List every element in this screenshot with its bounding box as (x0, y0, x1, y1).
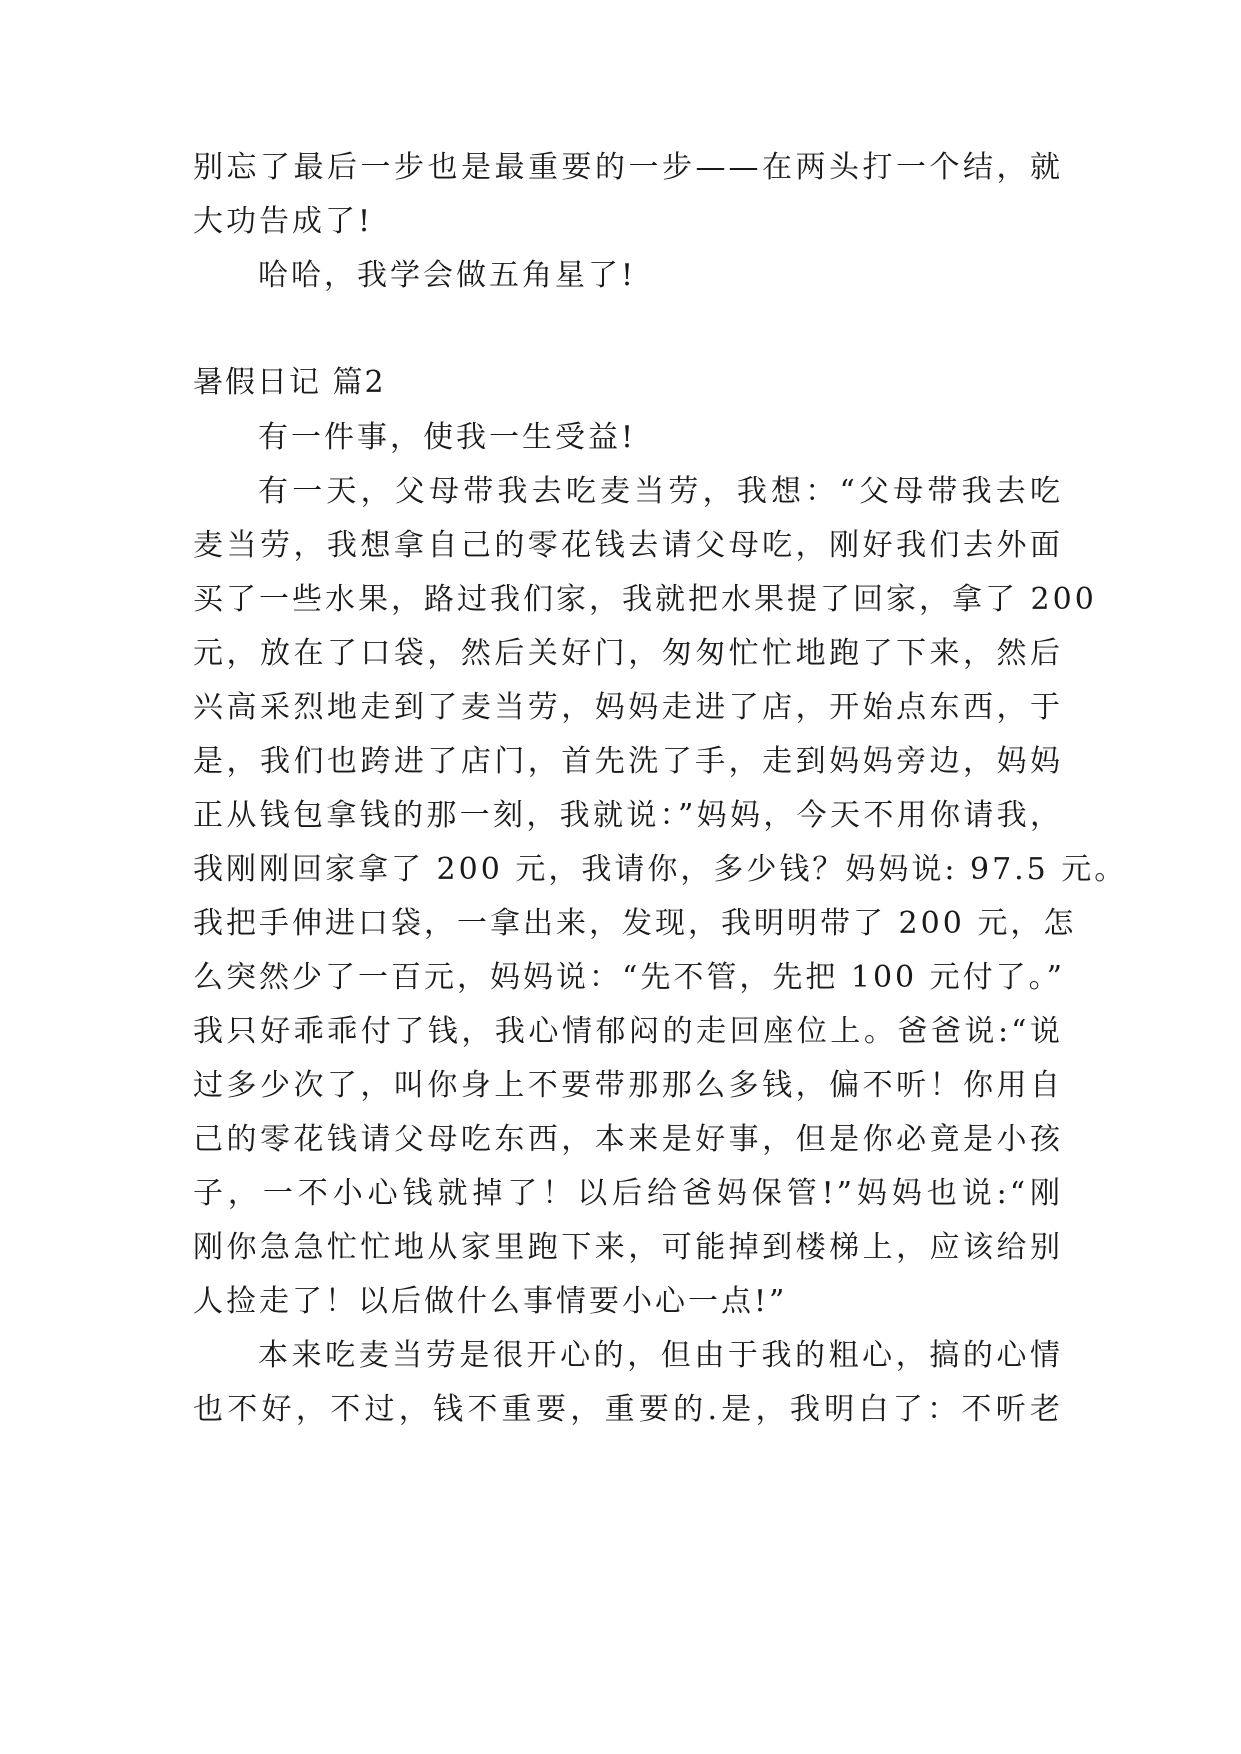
paragraph-line: 人捡走了！以后做什么事情要小心一点!” (193, 1284, 788, 1319)
paragraph-line: 我只好乖乖付了钱，我心情郁闷的走回座位上。爸爸说:“说 (193, 1014, 1063, 1049)
paragraph-line: 正从钱包拿钱的那一刻，我就说：”妈妈，今天不用你请我， (193, 798, 1063, 833)
paragraph-line: 刚你急急忙忙地从家里跑下来，可能掉到楼梯上，应该给别 (193, 1230, 1063, 1265)
paragraph-line: 己的零花钱请父母吃东西，本来是好事，但是你必竟是小孩 (193, 1122, 1063, 1157)
paragraph-line: 本来吃麦当劳是很开心的，但由于我的粗心，搞的心情 (258, 1338, 1063, 1373)
paragraph-line: 有一天，父母带我去吃麦当劳，我想：“父母带我去吃 (258, 474, 1063, 509)
paragraph-line: 我刚刚回家拿了 200 元，我请你，多少钱？妈妈说: 97.5 元。 (193, 852, 1128, 887)
section-heading: 暑假日记 篇2 (193, 365, 386, 400)
paragraph-line: 别忘了最后一步也是最重要的一步——在两头打一个结，就 (193, 150, 1063, 185)
paragraph-line: 也不好，不过，钱不重要，重要的.是，我明白了：不听老 (193, 1392, 1063, 1427)
paragraph-line: 子，一不小心钱就掉了！以后给爸妈保管!”妈妈也说:“刚 (193, 1176, 1063, 1211)
paragraph-line: 兴高采烈地走到了麦当劳，妈妈走进了店，开始点东西，于 (193, 690, 1063, 725)
paragraph-line: 大功告成了! (193, 204, 374, 239)
paragraph-line: 过多少次了，叫你身上不要带那那么多钱，偏不听！你用自 (193, 1068, 1063, 1103)
paragraph-line: 元，放在了口袋，然后关好门，匆匆忙忙地跑了下来，然后 (193, 636, 1063, 671)
paragraph-line: 是，我们也跨进了店门，首先洗了手，走到妈妈旁边，妈妈 (193, 744, 1063, 779)
paragraph-line: 我把手伸进口袋，一拿出来，发现，我明明带了 200 元，怎 (193, 906, 1077, 941)
paragraph-line: 买了一些水果，路过我们家，我就把水果提了回家，拿了 200 (193, 582, 1097, 617)
paragraph-line: 哈哈，我学会做五角星了! (258, 258, 637, 293)
paragraph-line: 么突然少了一百元，妈妈说：“先不管，先把 100 元付了。” (193, 960, 1066, 995)
paragraph-line: 麦当劳，我想拿自己的零花钱去请父母吃，刚好我们去外面 (193, 528, 1063, 563)
paragraph-line: 有一件事，使我一生受益! (258, 420, 637, 455)
